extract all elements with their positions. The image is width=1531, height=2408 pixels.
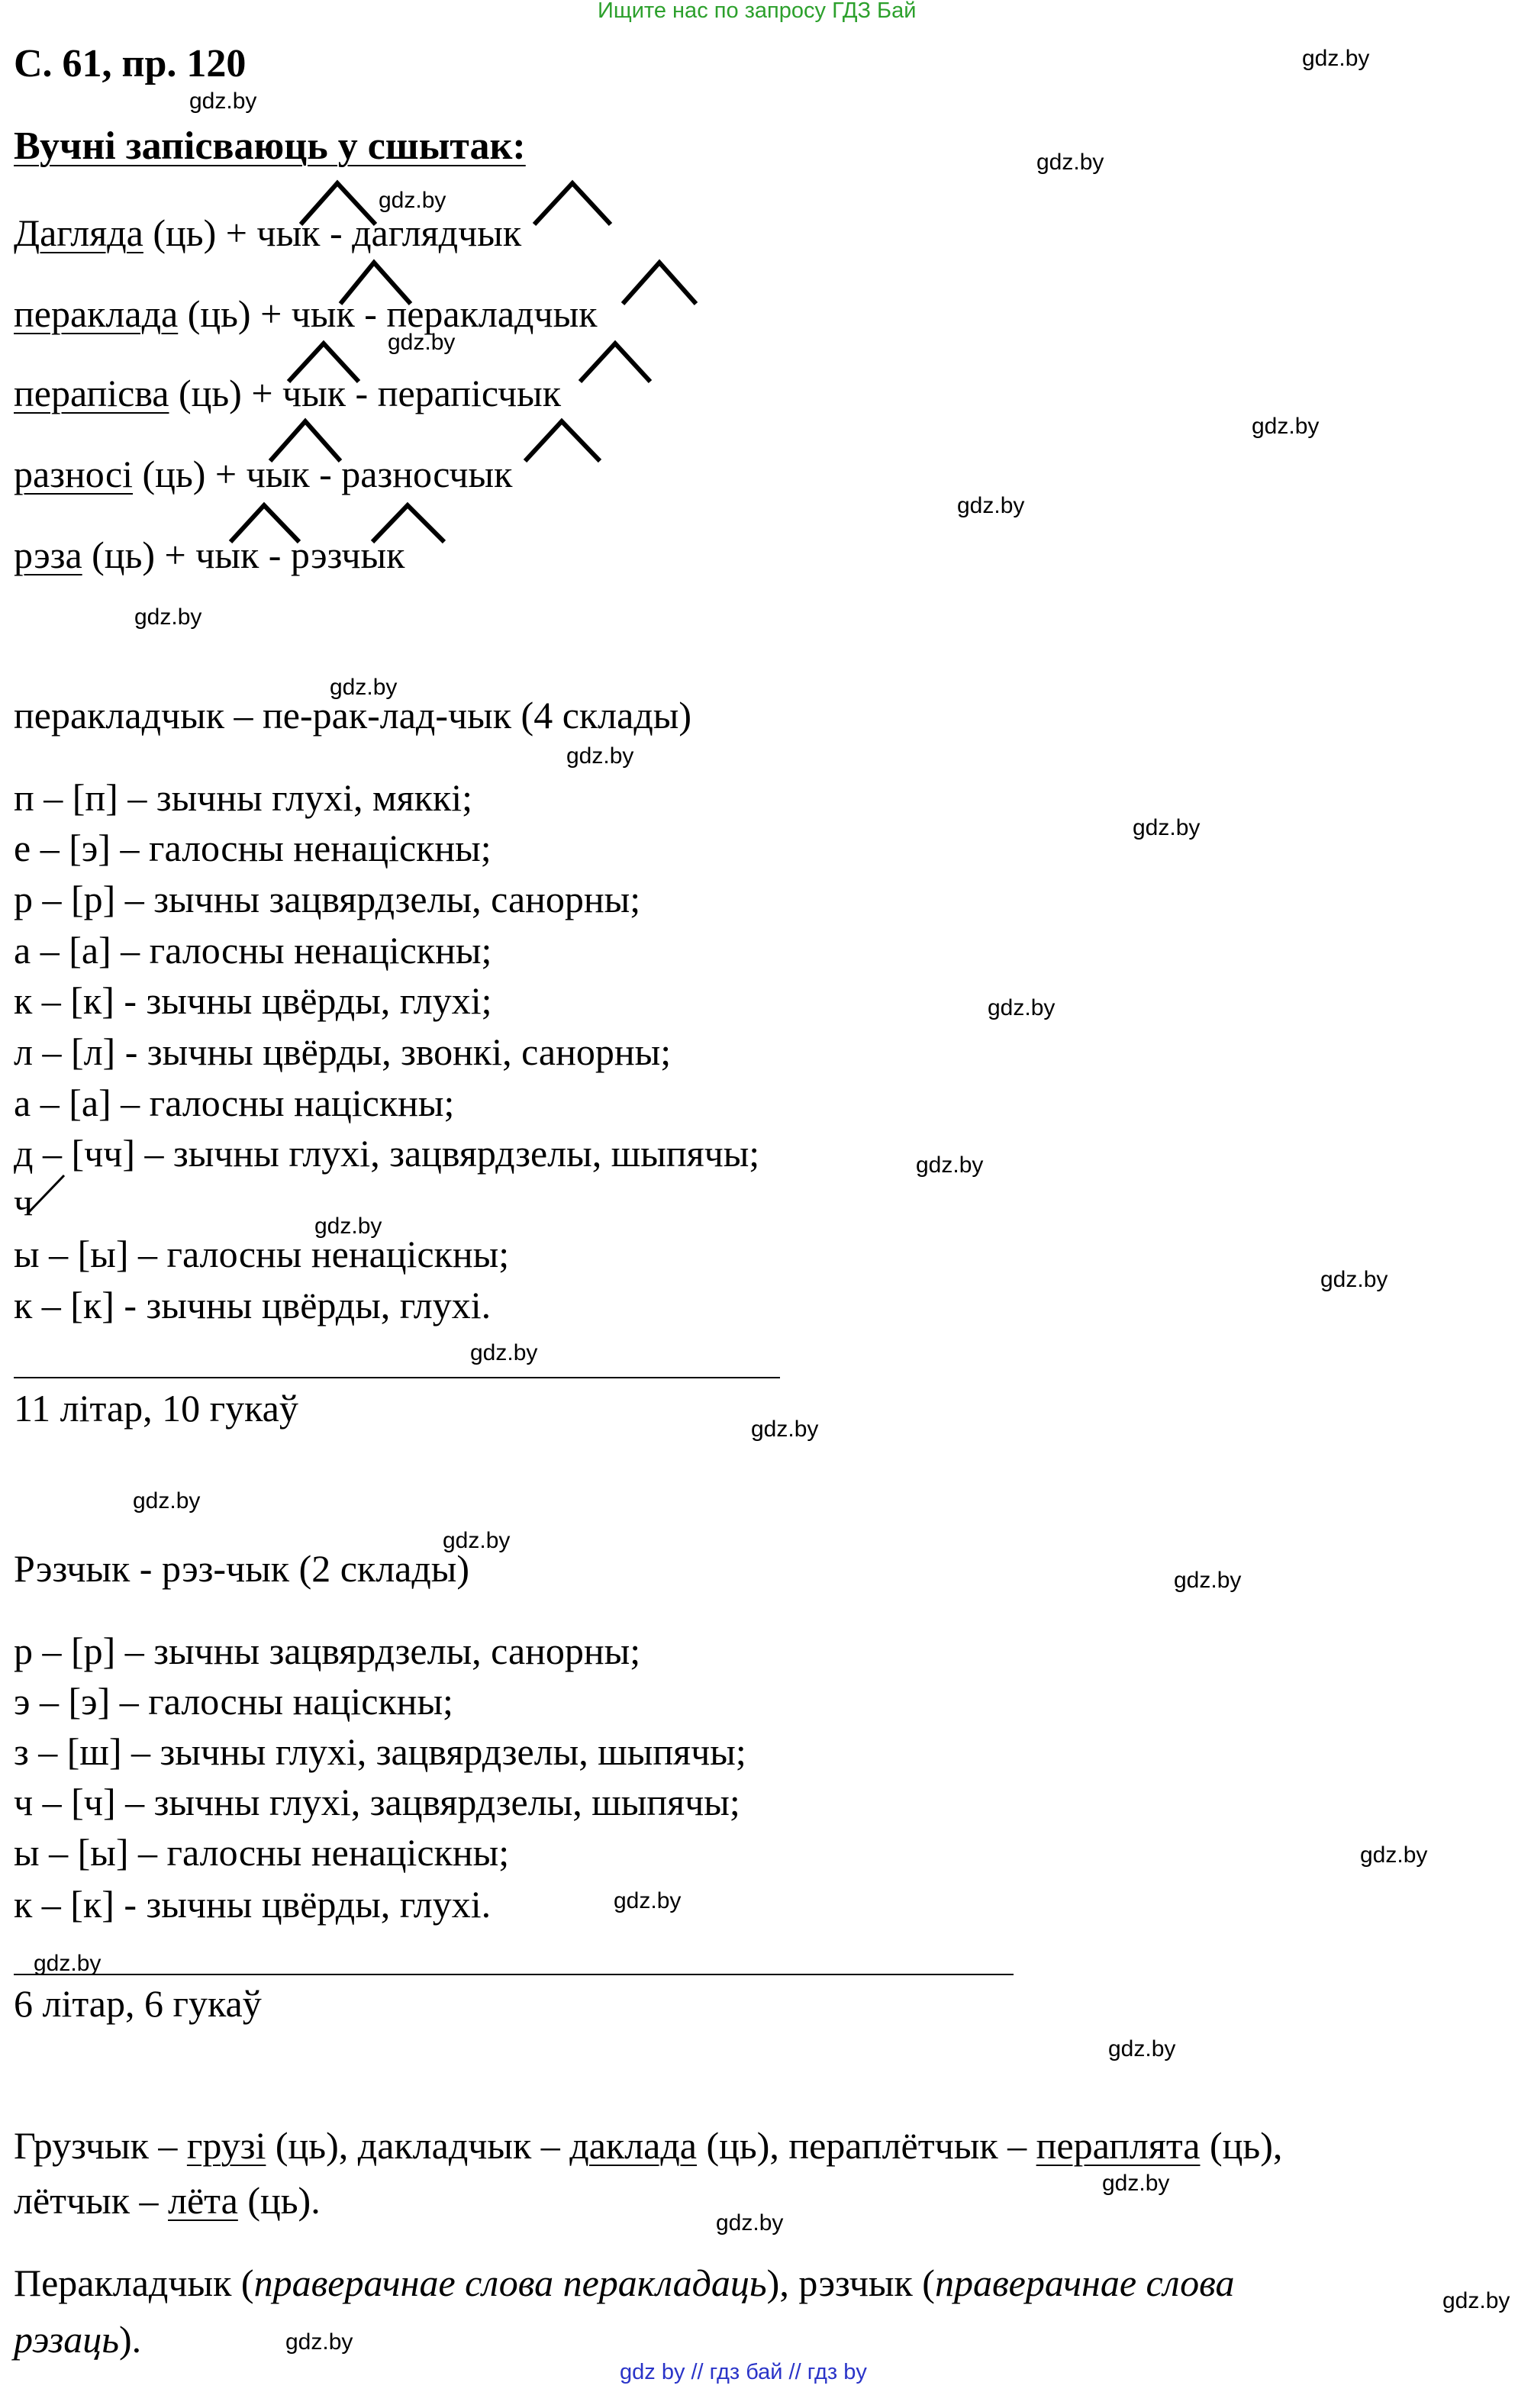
analysis-line: е – [э] – галосны ненацiскны;: [14, 827, 492, 869]
check-words-line: рэзаць).: [14, 2318, 142, 2361]
watermark: gdz.by: [1252, 414, 1320, 439]
watermark: gdz.by: [379, 188, 446, 213]
suffix-mark: [288, 343, 359, 382]
analysis-line: к – [к] - зычны цвёрды, глухі.: [14, 1883, 492, 1926]
formation-base: перапісва: [14, 372, 169, 414]
analysis-line: ы – [ы] – галосны ненацiскны;: [14, 1831, 510, 1874]
analysis-total: 6 літар, 6 гукаў: [14, 1982, 262, 2025]
watermark: gdz.by: [133, 1488, 201, 1513]
suffix-mark: [534, 183, 611, 224]
formation-line: рэза (ць) + чык - рэзчык: [14, 533, 405, 576]
top-banner[interactable]: Ищите нас по запросу ГДЗ Бай: [598, 0, 917, 23]
watermark: gdz.by: [957, 493, 1025, 518]
bottom-banner[interactable]: gdz by // гдз бай // гдз by: [620, 2360, 867, 2384]
analysis-line: к – [к] - зычны цвёрды, глухі.: [14, 1284, 492, 1326]
watermark: gdz.by: [614, 1888, 682, 1913]
watermark: gdz.by: [1108, 2036, 1176, 2061]
formation-base: Дагляда: [14, 211, 143, 254]
watermark: gdz.by: [1133, 815, 1201, 840]
formation-line: пераклада (ць) + чык - перакладчык: [14, 292, 598, 335]
watermark: gdz.by: [1036, 150, 1104, 175]
suffix-mark: [230, 505, 299, 542]
watermark: gdz.by: [34, 1951, 102, 1976]
analysis-line: р – [р] – зычны зацвярдзелы, санорны;: [14, 878, 641, 920]
analysis-line: а – [а] – галосны нацiскны;: [14, 1082, 455, 1124]
analysis-line: ч – [ч] – зычны глухі, зацвярдзелы, шыпячы;: [14, 1781, 740, 1823]
related-words-line: Грузчык – грузі (ць), дакладчык – даклада (ць), пераплётчык – пераплята (ць),: [14, 2124, 1283, 2167]
watermark: gdz.by: [285, 2329, 353, 2355]
analysis-title: Рэзчык - рэз-чык (2 склады): [14, 1547, 470, 1590]
check-words-line: Перакладчык (праверачнае слова перакладаць), рэзчык (праверачнае слова: [14, 2261, 1235, 2304]
suffix-mark: [301, 183, 375, 224]
analysis-line: р – [р] – зычны зацвярдзелы, санорны;: [14, 1630, 641, 1672]
formation-line: перапісва (ць) + чык - перапісчык: [14, 372, 562, 414]
analysis-title: перакладчык – пе-рак-лад-чык (4 склады): [14, 694, 692, 737]
related-words-line: лётчык – лёта (ць).: [14, 2179, 321, 2222]
watermark: gdz.by: [314, 1214, 382, 1239]
related-stem: лёта: [168, 2179, 238, 2222]
page-title: С. 61, пр. 120: [14, 42, 247, 85]
watermark: gdz.by: [1174, 1568, 1242, 1593]
watermark: gdz.by: [470, 1340, 538, 1365]
affricate-mark: [27, 1175, 64, 1214]
analysis-line: л – [л] - зычны цвёрды, звонкі, санорны;: [14, 1030, 672, 1073]
watermark: gdz.by: [716, 2210, 784, 2236]
related-stem: даклада: [569, 2124, 697, 2167]
suffix-mark: [580, 343, 650, 382]
watermark: gdz.by: [1320, 1267, 1388, 1292]
suffix-mark: [340, 263, 411, 304]
suffix-mark: [525, 421, 600, 461]
analysis-line: э – [э] – галосны нацiскны;: [14, 1680, 453, 1723]
watermark: gdz.by: [1360, 1842, 1428, 1868]
suffix-mark: [372, 505, 444, 542]
divider-line: [14, 1974, 1014, 1975]
watermark: gdz.by: [1302, 46, 1370, 71]
analysis-line: д – [чч] – зычны глухі, зацвярдзелы, шыпячы;: [14, 1132, 760, 1175]
watermark: gdz.by: [916, 1152, 984, 1178]
formation-base: разносі: [14, 453, 134, 495]
watermark: gdz.by: [189, 89, 257, 114]
related-stem: пераплята: [1036, 2124, 1201, 2167]
watermark: gdz.by: [1102, 2171, 1170, 2196]
divider-line: [14, 1377, 780, 1378]
watermark: gdz.by: [388, 330, 456, 355]
related-stem: грузі: [186, 2124, 266, 2167]
formation-base: пераклада: [14, 292, 179, 335]
analysis-line: а – [а] – галосны ненацiскны;: [14, 929, 492, 972]
watermark: gdz.by: [330, 675, 398, 700]
analysis-line: з – [ш] – зычны глухі, зацвярдзелы, шыпячы;: [14, 1730, 746, 1773]
suffix-mark: [623, 263, 696, 304]
analysis-line: ы – [ы] – галосны ненацiскны;: [14, 1233, 510, 1275]
suffix-mark: [270, 421, 340, 461]
formation-line: Дагляда (ць) + чык - даглядчык: [14, 211, 522, 254]
watermark: gdz.by: [988, 995, 1056, 1020]
analysis-total: 11 літар, 10 гукаў: [14, 1387, 298, 1430]
formation-base: рэза: [14, 533, 82, 576]
analysis-line: п – [п] – зычны глухі, мяккі;: [14, 776, 472, 819]
watermark: gdz.by: [566, 743, 634, 769]
subtitle: Вучні запісваюць у сшытак:: [14, 124, 526, 168]
analysis-line: ч: [14, 1181, 34, 1223]
watermark: gdz.by: [751, 1417, 819, 1442]
watermark: gdz.by: [443, 1528, 511, 1553]
formation-line: разносі (ць) + чык - разносчык: [14, 453, 513, 495]
analysis-line: к – [к] - зычны цвёрды, глухі;: [14, 979, 492, 1022]
watermark: gdz.by: [1442, 2288, 1510, 2313]
watermark: gdz.by: [134, 604, 202, 630]
